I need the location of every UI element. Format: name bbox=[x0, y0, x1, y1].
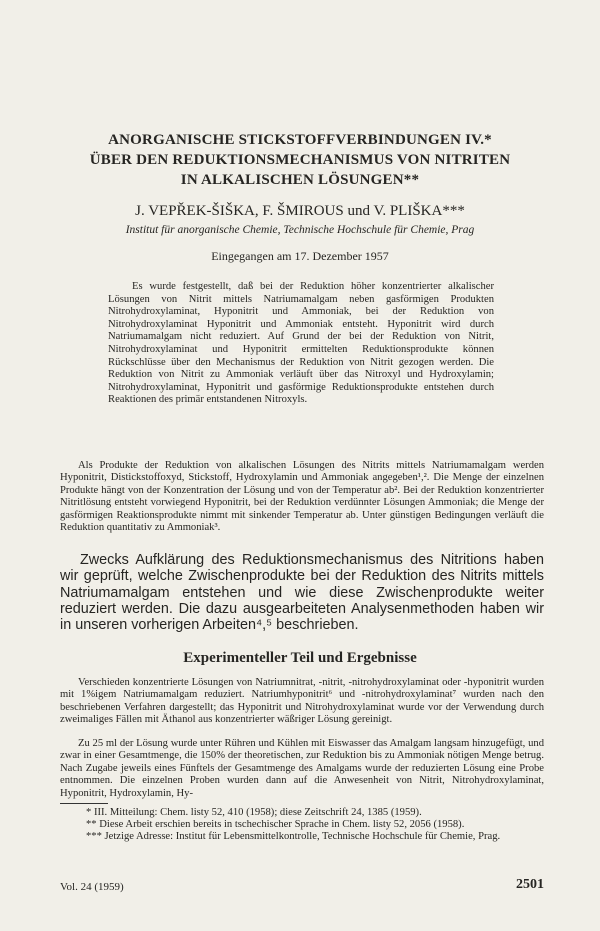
procedure-paragraph: Zu 25 ml der Lösung wurde unter Rühren und Kühlen mit Eiswasser das Amalgam langsam hinzugefügt, und zwar in einer Gesamtmenge, die 150% der theoretischen, zur Reduktion bis zu Ammoniak nötigen Menge betrug. Nach Zugabe jeweils eines Fünftels der Gesamtmenge des Amalgams wurde der reduzierten Lösung eine Probe entnommen. Die einzelnen Proben wurden dann auf die Anwesenheit von Nitrit, Nitrohydroxylaminat, Hyponitrit, Hydroxylamin, Hy- bbox=[60, 738, 544, 799]
authors: J. VEPŘEK-ŠIŠKA, F. ŠMIROUS und V. PLIŠKA*** bbox=[135, 203, 465, 219]
page-number: 2501 bbox=[516, 877, 544, 892]
title-line-2: ÜBER DEN REDUKTIONSMECHANISMUS VON NITRITEN bbox=[89, 152, 511, 168]
volume-info: Vol. 24 (1959) bbox=[60, 881, 124, 893]
title-line-3: IN ALKALISCHEN LÖSUNGEN** bbox=[180, 172, 420, 188]
footnote-1: * III. Mitteilung: Chem. listy 52, 410 (1958); diese Zeitschrift 24, 1385 (1959). bbox=[86, 807, 422, 818]
intro-paragraph: Als Produkte der Reduktion von alkalischen Lösungen des Nitrits mittels Natriumamalgam werden Hyponitrit, Distickstoffoxyd, Stickstoff, Hydroxylamin und Ammoniak angegeben¹,². Die Menge der einzelnen Produkte hängt von der Konzentration der Lösung und von der Temperatur ab². Bei der Reduktion konzentrierter Nitritlösung entsteht vorwiegend Hyponitrit, bei der Reduktion verdünnter Lösungen Ammoniak; die Menge der gasförmigen Reaktionsprodukte nimmt mit sinkender Temperatur ab. Unter günstigen Bedingungen verläuft die Reduktion quantitativ zu Ammoniak³. bbox=[60, 460, 544, 534]
abstract: Es wurde festgestellt, daß bei der Reduktion höher konzentrierter alkalischer Lösungen von Nitrit mittels Natriumamalgam neben gasförmigen Produkten Nitrohydroxylaminat, Hyponitrit und Ammoniak, bei der Reduktion von Nitrohydroxylaminat Hyponitrit und Ammoniak entsteht. Hyponitrit wird durch Natriumamalgam nicht reduziert. Auf Grund der bei der Reduktion von Nitrit, Nitrohydroxylaminat und Hyponitrit ermittelten Reduktionsprodukte können Rückschlüsse über den Mechanismus der Reduktion von Nitrit gezogen werden. Die Reduktion von Nitrit zu Ammoniak verläuft über das Nitroxyl und Hydroxylamin; Nitrohydroxylaminat, Hyponitrit und gasförmige Reduktionsprodukte entstehen durch Reaktionen des primär entstandenen Nitroxyls. bbox=[108, 281, 494, 406]
footnote-divider bbox=[60, 803, 108, 804]
institute: Institut für anorganische Chemie, Technische Hochschule für Chemie, Prag bbox=[125, 224, 475, 236]
footnote-2: ** Diese Arbeit erschien bereits in tschechischer Sprache in Chem. listy 52, 2056 (1958). bbox=[86, 819, 465, 831]
footnote-3: *** Jetzige Adresse: Institut für Lebensmittelkontrolle, Technische Hochschule für Chemie, Prag. bbox=[86, 831, 501, 843]
method-paragraph: Verschieden konzentrierte Lösungen von Natriumnitrat, -nitrit, -nitrohydroxylaminat oder -hyponitrit wurden mit 1%igem Natriumamalgam reduziert. Natriumhyponitrit⁶ und -nitrohydroxylaminat⁷ wurden nach den beschriebenen Verfahren dargestellt; das Hyponitrit und Nitrohydroxylaminat wurde vor der Verwendung durch zweimaliges Fällen mit Äthanol aus konzentrierter wäßriger Lösung gereinigt. bbox=[60, 677, 544, 726]
title-line-1: ANORGANISCHE STICKSTOFFVERBINDUNGEN IV.* bbox=[108, 132, 492, 148]
aim-paragraph: Zwecks Aufklärung des Reduktionsmechanismus des Nitritions haben wir geprüft, welche Zwischenprodukte bei der Reduktion des Nitrits mittels Natriumamalgam entstehen und wie diese Zwischenprodukte weiter reduziert werden. Die dazu ausgearbeiteten Analysenmethoden haben wir in unseren vorherigen Arbeiten⁴,⁵ beschrieben. bbox=[60, 552, 544, 634]
footnotes bbox=[60, 807, 544, 844]
article-title bbox=[0, 130, 600, 190]
section-heading: Experimenteller Teil und Ergebnisse bbox=[183, 650, 417, 666]
received-date: Eingegangen am 17. Dezember 1957 bbox=[211, 249, 389, 263]
